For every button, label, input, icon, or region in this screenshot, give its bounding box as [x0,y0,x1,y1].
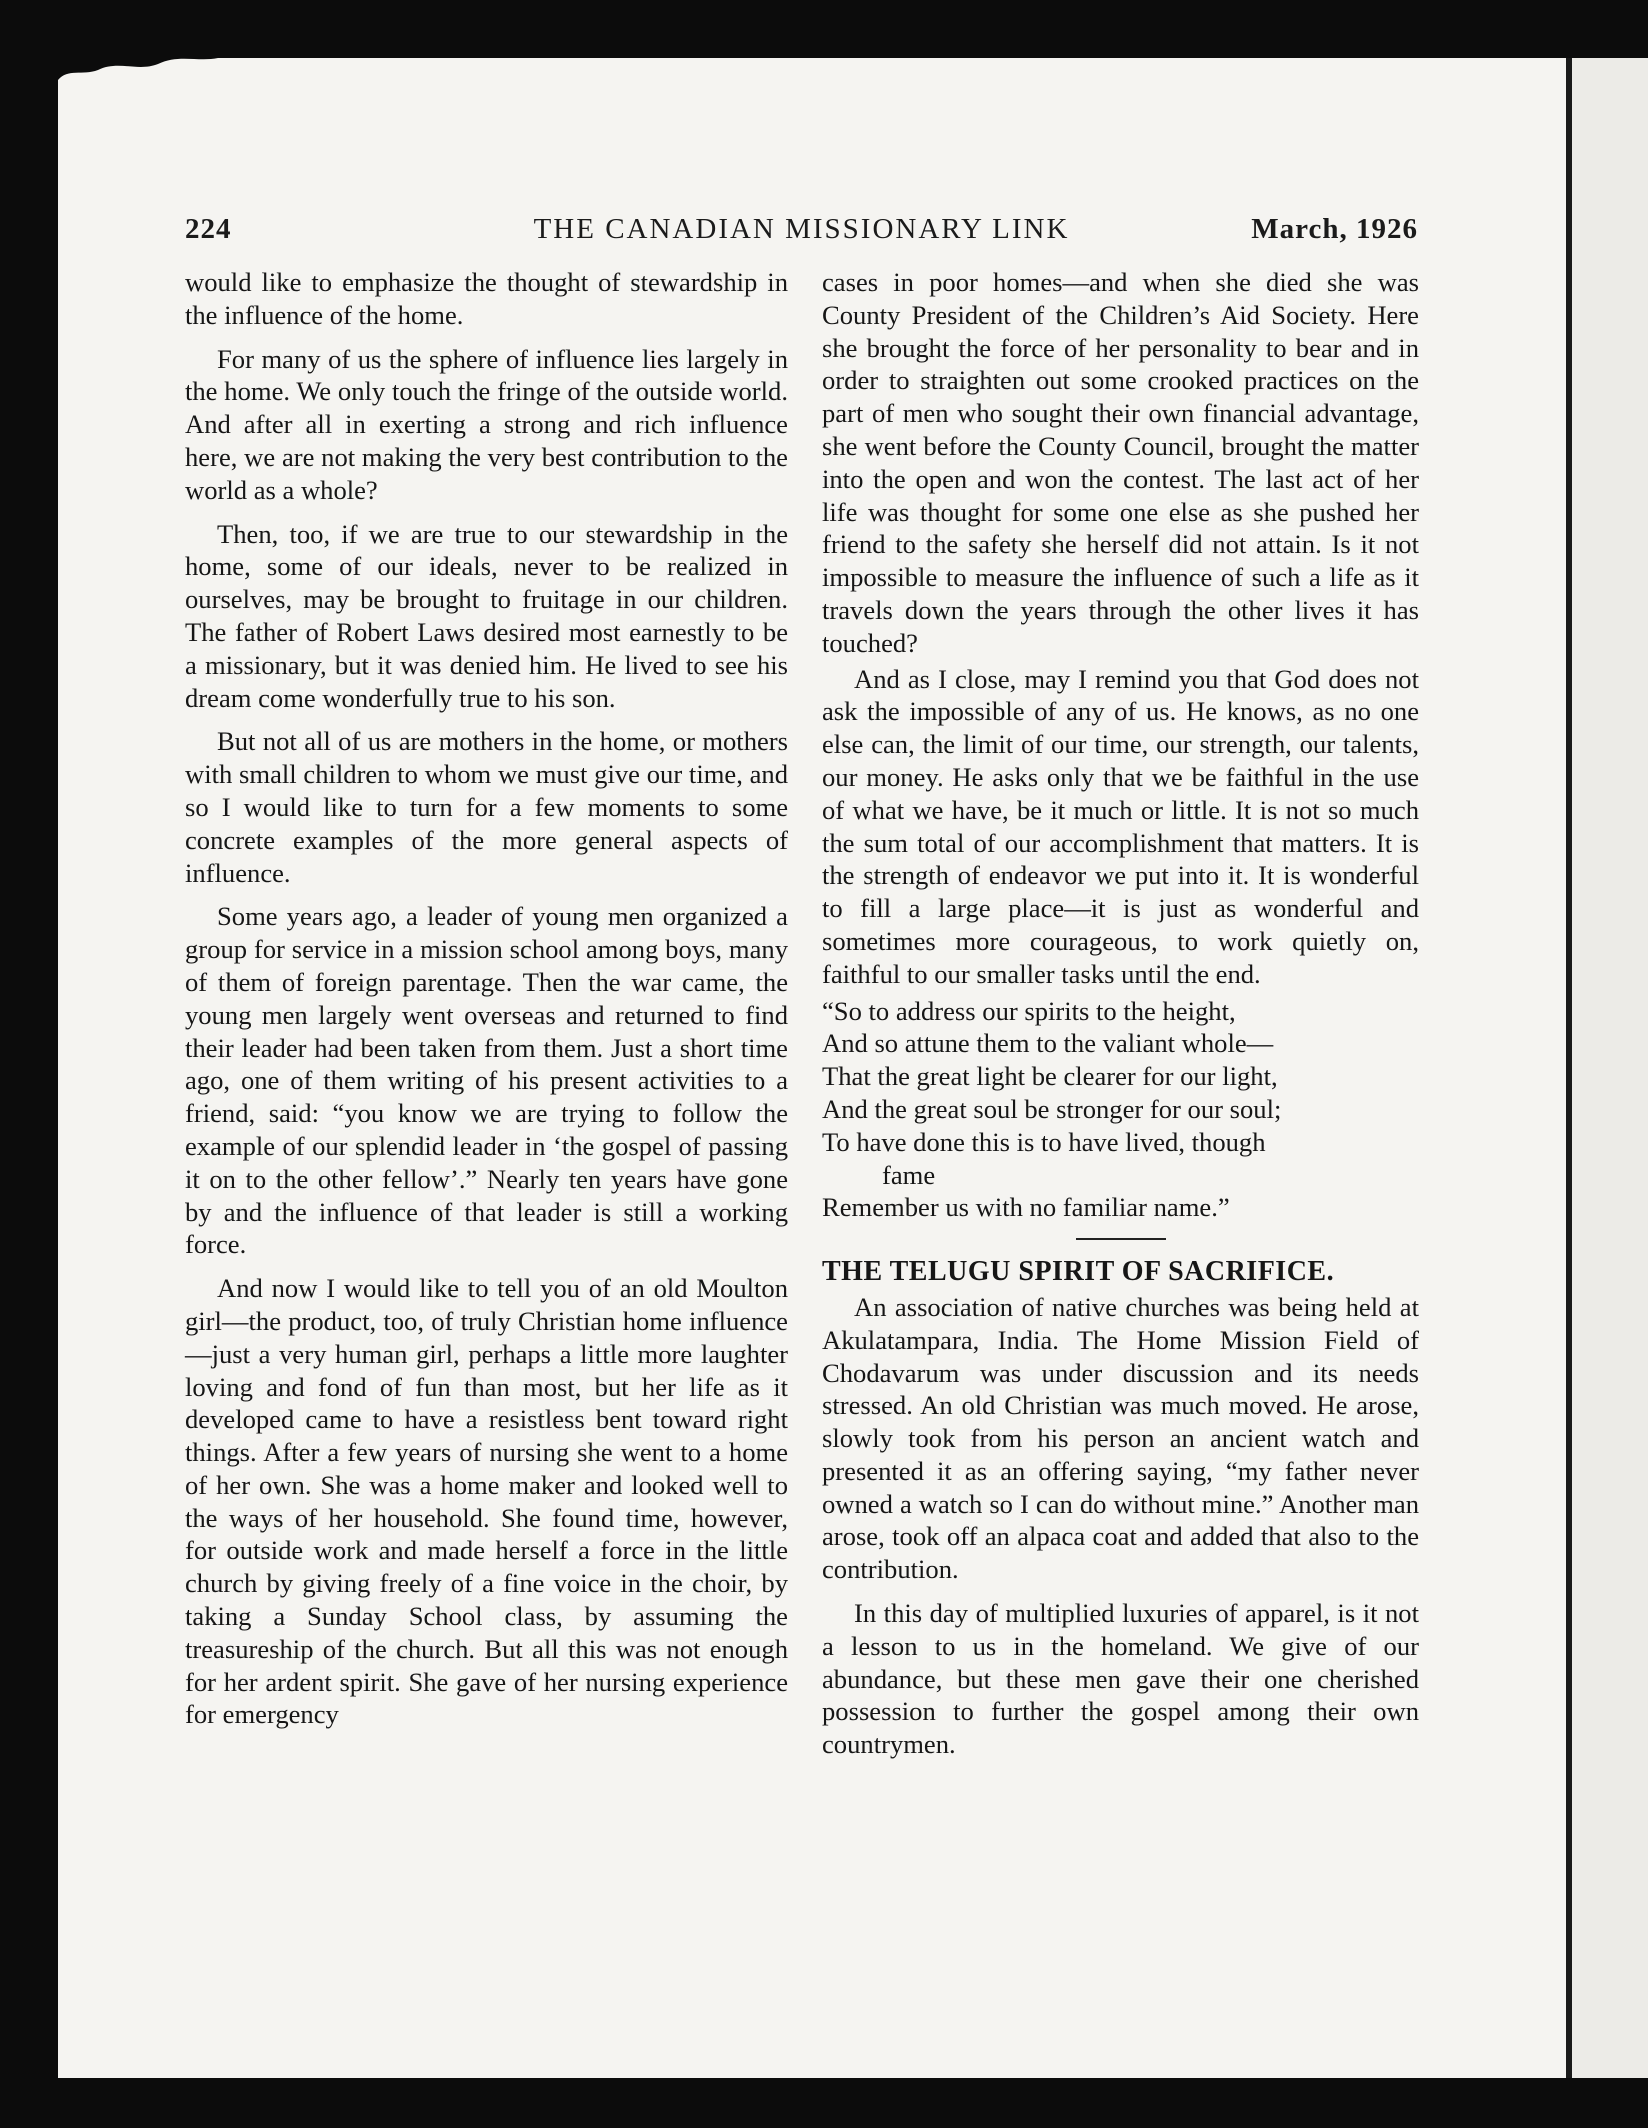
poem-line: That the great light be clearer for our light, [822,1061,1278,1092]
left-column [185,266,788,1731]
poem-line: And so attune them to the valiant whole— [822,1028,1274,1059]
poem-line: “So to address our spirits to the height, [822,995,1236,1026]
issue-date: March, 1926 [1251,213,1418,245]
right-column [822,266,1419,1761]
paragraph: Then, too, if we are true to our stewardship in the home, some of our ideals, never to be realized in ourselves, may be brought to fruitage in our children. The father of Robert Laws desired most earnestly to be a missionary, but it was denied him. He lived to see his dream come wonderfully true to his son. [185,518,788,713]
paragraph: In this day of multiplied luxuries of apparel, is it not a lesson to us in the homeland. We give of our abundance, but these men gave their one cherished possession to further the gospel among their own countrymen. [822,1598,1419,1760]
poem-line: fame [882,1159,936,1190]
torn-corner [58,40,218,90]
section-divider [1076,1238,1166,1240]
adjacent-page-edge [1570,58,1648,2078]
paragraph: cases in poor homes—and when she died she was County President of the Children’s Aid Society. Here she brought the force of her personality to bear and in order to straighten out some crooked practices on the part of men who sought their own financial advantage, she went before the County Council, brought the matter into the open and won the contest. The last act of her life was thought for some one else as she pushed her friend to the safety she herself did not attain. Is it not impossible to measure the influence of such a life as it travels down the years through the other lives it has touched? [822,267,1419,658]
paragraph: And now I would like to tell you of an old Moulton girl—the product, too, of truly Christian home influence—just a very human girl, perhaps a little more laughter loving and fond of fun than most, but her life as it developed came to have a resistless bent toward right things. After a few years of nursing she went to a home of her own. She was a home maker and looked well to the ways of her household. She found time, however, for outside work and made herself a force in the little church by giving freely of a fine voice in the choir, by taking a Sunday School class, by assuming the treasureship of the church. But all this was not enough for her ardent spirit. She gave of her nursing experience for emergency [185,1273,788,1730]
poem-line: Remember us with no familiar name.” [822,1192,1230,1223]
poem-line: To have done this is to have lived, though [822,1126,1266,1157]
poem-line: And the great soul be stronger for our soul; [822,1093,1282,1124]
paragraph: But not all of us are mothers in the home, or mothers with small children to whom we must give our time, and so I would like to turn for a few moments to some concrete examples of the more general aspects of influence. [185,726,788,888]
publication-title: THE CANADIAN MISSIONARY LINK [533,213,1070,245]
paragraph: would like to emphasize the thought of stewardship in the influence of the home. [185,267,788,330]
paragraph: An association of native churches was being held at Akulatampara, India. The Home Mission Field of Chodavarum was under discussion and its needs stressed. An old Christian was much moved. He arose, slowly took from his person an ancient watch and presented it as an offering saying, “my father never owned a watch so I can do without mine.” Another man arose, took off an alpaca coat and added that also to the contribution. [822,1291,1419,1585]
page-gutter-line [1566,58,1572,2078]
paragraph: For many of us the sphere of influence lies largely in the home. We only touch the fringe of the outside world. And after all in exerting a strong and rich influence here, we are not making the very best contribution to the world as a whole? [185,343,788,505]
paragraph: Some years ago, a leader of young men organized a group for service in a mission school among boys, many of them of foreign parentage. Then the war came, the young men largely went overseas and returned to find their leader had been taken from them. Just a short time ago, one of them writing of his present activities to a friend, said: “you know we are trying to follow the example of our splendid leader in ‘the gospel of passing it on to the other fellow’.” Nearly ten years have gone by and the influence of that leader is still a working force. [185,901,788,1260]
running-header [185,213,1418,253]
poem-quote [822,995,1419,1225]
section-heading: THE TELUGU SPIRIT OF SACRIFICE. [822,1256,1335,1288]
paragraph: And as I close, may I remind you that God does not ask the impossible of any of us. He knows, as no one else can, the limit of our time, our strength, our talents, our money. He asks only that we be faithful in the use of what we have, be it much or little. It is not so much the sum total of our accomplishment that matters. It is the strength of endeavor we put into it. It is wonderful to fill a large place—it is just as wonderful and sometimes more courageous, to work quietly on, faithful to our smaller tasks until the end. [822,663,1419,989]
page-number: 224 [185,213,232,245]
